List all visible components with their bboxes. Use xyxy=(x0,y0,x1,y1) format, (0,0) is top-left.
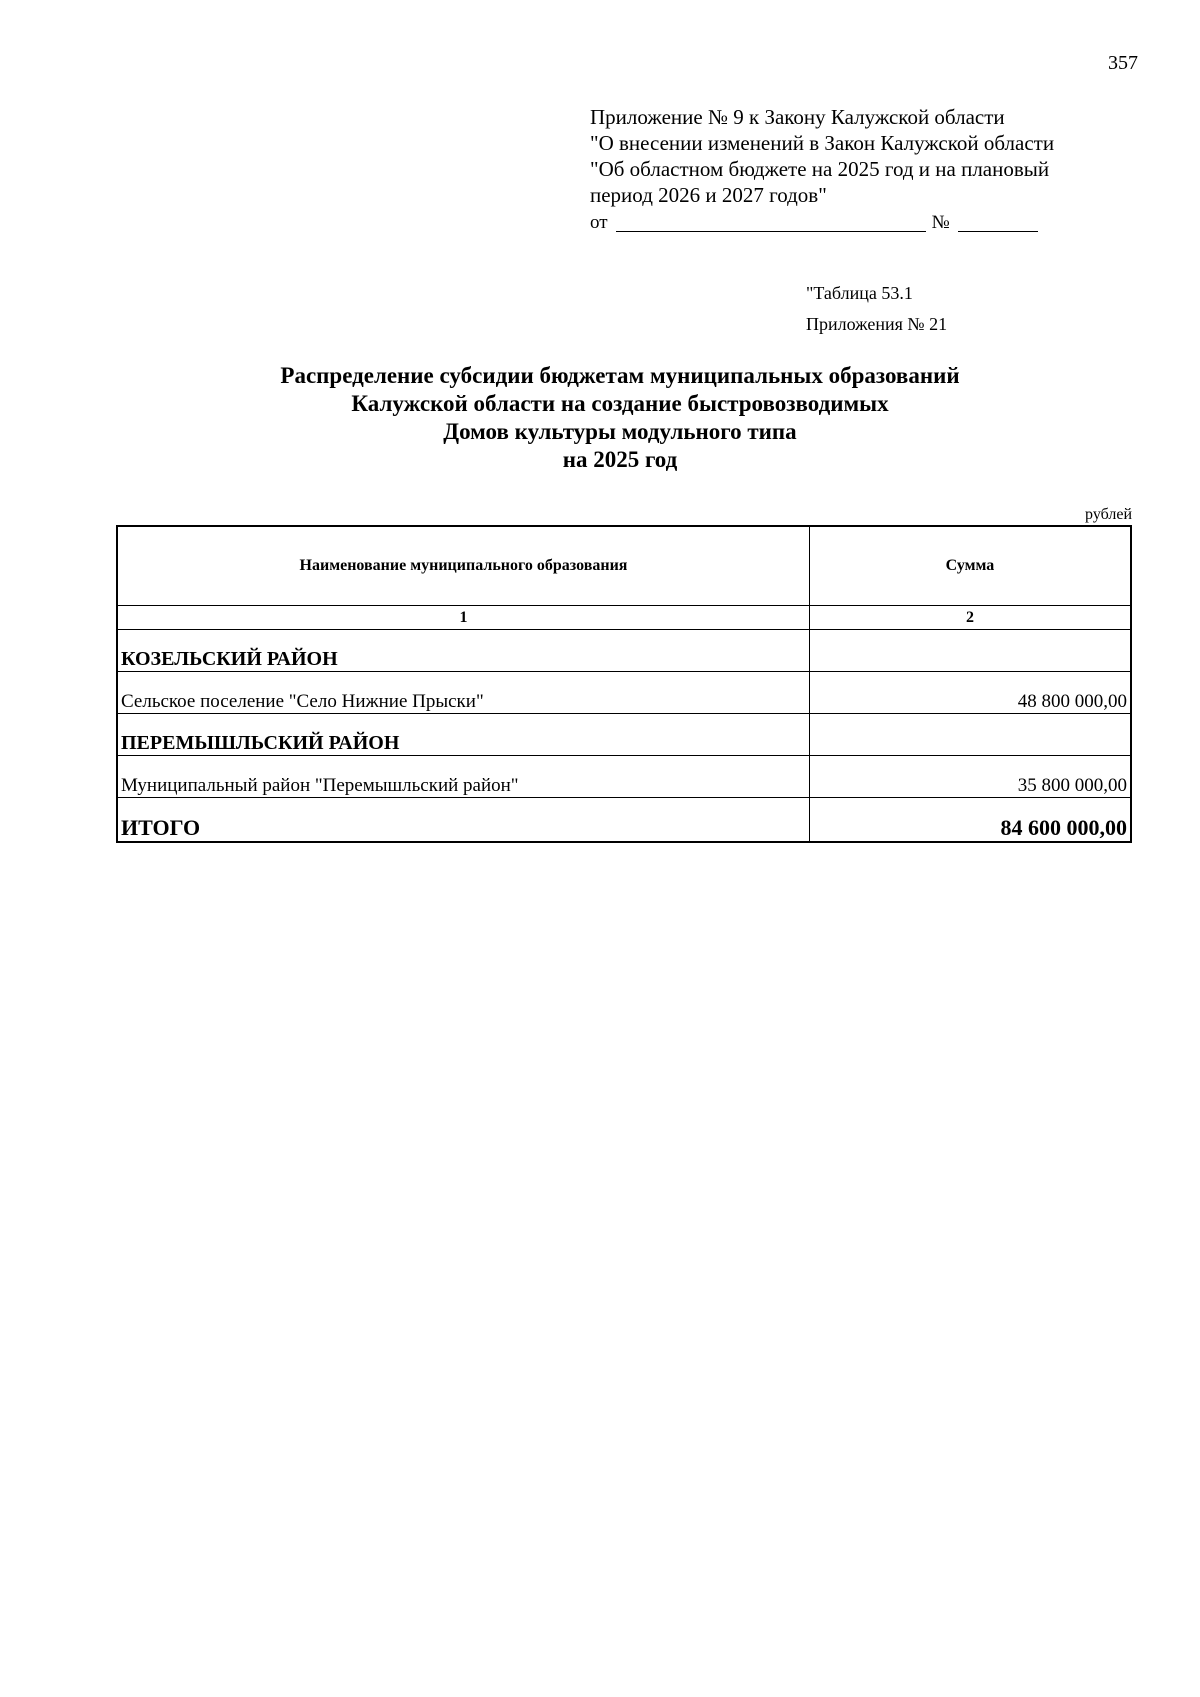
appendix-line-4: период 2026 и 2027 годов" xyxy=(590,183,827,207)
number-label: № xyxy=(931,212,950,233)
header-name: Наименование муниципального образования xyxy=(117,526,810,606)
header-row xyxy=(117,526,1131,606)
table-reference-line-1: "Таблица 53.1 xyxy=(806,283,913,303)
total-row xyxy=(117,798,1131,843)
title-line-1: Распределение субсидии бюджетам муниципальных образований xyxy=(280,363,960,388)
column-number-row xyxy=(117,606,1131,630)
appendix-line-3: "Об областном бюджете на 2025 год и на плановый xyxy=(590,157,1050,181)
title-line-2: Калужской области на создание быстровозводимых xyxy=(351,391,889,416)
column-number-1: 1 xyxy=(117,606,810,630)
subsidy-table xyxy=(116,525,1132,843)
table-reference xyxy=(806,278,947,340)
unit-label: рублей xyxy=(1085,506,1132,523)
header-sum: Сумма xyxy=(810,526,1132,606)
date-blank xyxy=(616,230,926,232)
title-line-4: на 2025 год xyxy=(562,447,678,472)
document-title xyxy=(170,362,1070,474)
total-label: ИТОГО xyxy=(117,798,810,843)
table-reference-line-2: Приложения № 21 xyxy=(806,314,948,334)
appendix-line-2: "О внесении изменений в Закон Калужской области xyxy=(590,131,1055,155)
number-blank xyxy=(958,230,1038,232)
column-number-2: 2 xyxy=(810,606,1132,630)
appendix-line-1: Приложение № 9 к Закону Калужской области xyxy=(590,105,1005,129)
from-label: от xyxy=(590,212,608,233)
page-number: 357 xyxy=(1108,52,1138,74)
table-row xyxy=(117,756,1131,798)
date-number-line xyxy=(590,208,1150,236)
table-row xyxy=(117,714,1131,756)
entity-name: Сельское поселение "Село Нижние Прыски" xyxy=(117,672,810,714)
district-name: ПЕРЕМЫШЛЬСКИЙ РАЙОН xyxy=(117,714,810,756)
appendix-header xyxy=(590,104,1150,236)
entity-name: Муниципальный район "Перемышльский район" xyxy=(117,756,810,798)
district-name: КОЗЕЛЬСКИЙ РАЙОН xyxy=(117,630,810,672)
entity-amount: 35 800 000,00 xyxy=(810,756,1132,798)
district-amount xyxy=(810,630,1132,672)
title-line-3: Домов культуры модульного типа xyxy=(443,419,797,444)
total-amount: 84 600 000,00 xyxy=(810,798,1132,843)
table-row xyxy=(117,672,1131,714)
entity-amount: 48 800 000,00 xyxy=(810,672,1132,714)
district-amount xyxy=(810,714,1132,756)
table-row xyxy=(117,630,1131,672)
